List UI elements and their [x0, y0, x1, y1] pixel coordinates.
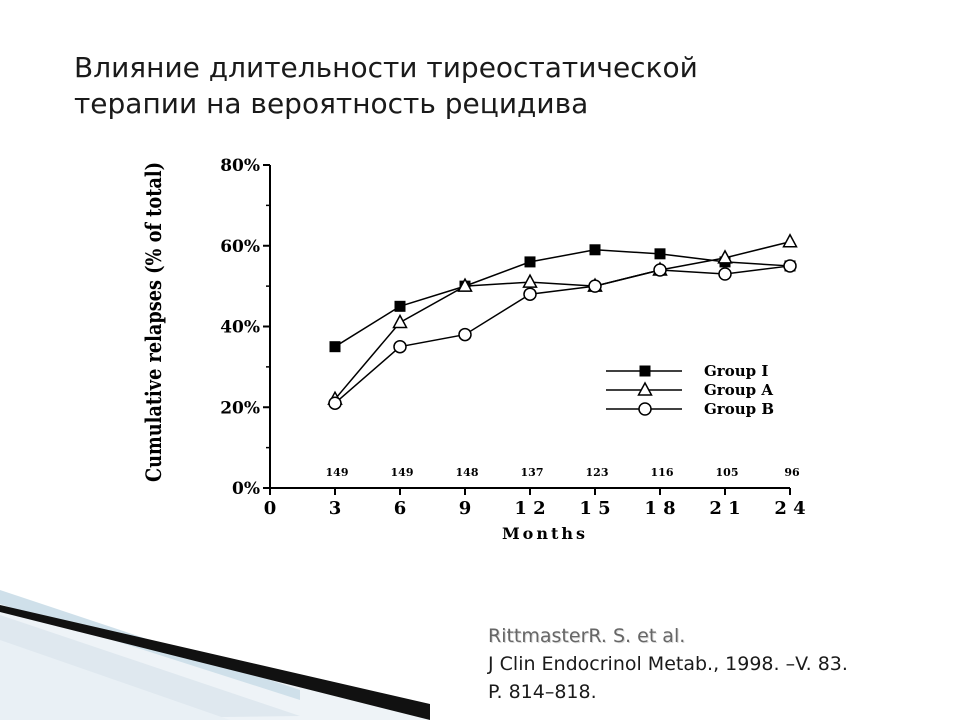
data-point-circle [394, 341, 406, 353]
data-point-square [590, 244, 601, 255]
chart-axes [270, 165, 790, 488]
y-tick-label: 80% [220, 156, 260, 176]
x-tick-label: 6 [393, 498, 407, 519]
data-point-circle [589, 280, 601, 292]
at-risk-count: 123 [585, 466, 609, 479]
data-point-square [525, 256, 536, 267]
legend-label: Group I [704, 362, 769, 380]
x-tick-label: 3 [328, 498, 342, 519]
citation-authors: RittmasterR. S. et al. [488, 625, 686, 647]
legend-item [606, 381, 773, 399]
data-point-circle [329, 397, 341, 409]
chart-legend [606, 362, 774, 418]
citation-pages: P. 814–818. [488, 681, 597, 703]
citation [488, 622, 958, 706]
data-point-square [640, 366, 651, 377]
data-point-triangle [394, 315, 407, 327]
at-risk-count: 105 [715, 466, 739, 479]
at-risk-count: 116 [650, 466, 674, 479]
legend-item [606, 400, 774, 418]
at-risk-count: 137 [520, 466, 544, 479]
y-tick-label: 40% [220, 317, 260, 338]
data-point-triangle [784, 235, 797, 247]
data-point-circle [784, 260, 796, 272]
data-point-triangle [524, 275, 537, 287]
data-point-square [395, 301, 406, 312]
x-tick-label: 1 8 [644, 498, 676, 519]
data-point-circle [524, 288, 536, 300]
at-risk-count: 148 [455, 466, 479, 479]
data-point-circle [639, 403, 651, 415]
title-line-1: Влияние длительности тиреостатической [74, 51, 698, 84]
y-tick-label: 60% [220, 236, 260, 257]
at-risk-count: 149 [325, 466, 349, 479]
x-tick-label: 2 1 [709, 498, 741, 519]
citation-journal: J Clin Endocrinol Metab., 1998. –V. 83. [488, 653, 848, 675]
chart-ticks [220, 156, 805, 519]
legend-label: Group B [704, 400, 775, 418]
data-point-square [655, 248, 666, 259]
y-tick-label: 0% [232, 479, 260, 499]
x-tick-label: 2 4 [774, 498, 806, 519]
at-risk-counts [326, 466, 800, 479]
y-tick-label: 20% [220, 398, 260, 419]
x-tick-label: 0 [263, 498, 277, 519]
at-risk-count: 149 [390, 466, 414, 479]
y-axis-label: Cumulative relapses (% of total) [141, 102, 166, 482]
x-tick-label: 1 2 [514, 498, 546, 519]
legend-label: Group A [704, 381, 773, 399]
x-axis-label: Months [501, 524, 589, 543]
x-tick-label: 9 [458, 498, 472, 519]
data-point-triangle [639, 383, 652, 395]
data-point-circle [719, 268, 731, 280]
at-risk-count: 96 [784, 466, 800, 479]
legend-item [606, 362, 768, 380]
data-point-circle [459, 329, 471, 341]
data-point-circle [654, 264, 666, 276]
data-point-square [330, 341, 341, 352]
x-tick-label: 1 5 [579, 498, 611, 519]
title-line-2: терапии на вероятность рецидива [74, 87, 589, 120]
